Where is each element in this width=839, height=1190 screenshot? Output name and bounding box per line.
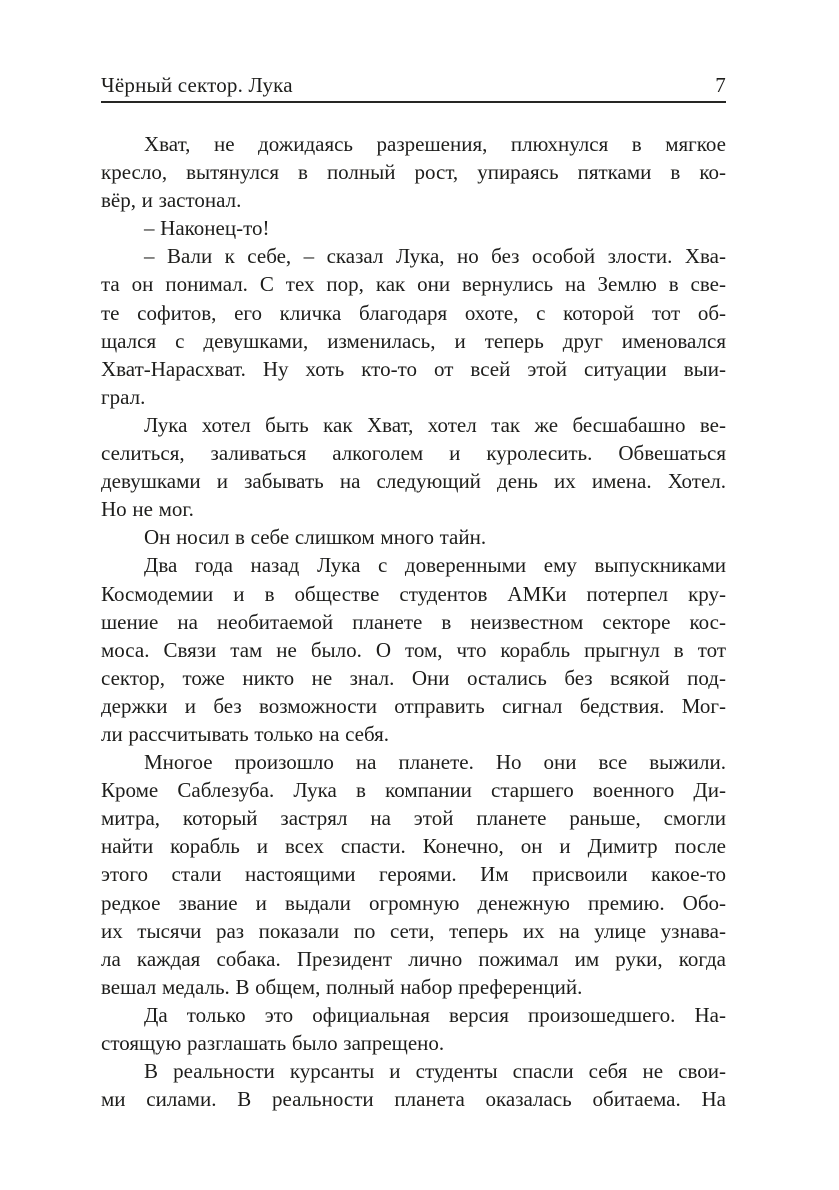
paragraph [101,1057,726,1113]
text-line: шение на необитаемой планете в неизвестном секторе кос- [101,609,726,634]
text-line: кресло, вытянулся в полный рост, упираясь пятками в ко- [101,160,726,185]
text-line: Но не мог. [101,497,194,522]
text-line: Многое произошло на планете. Но они все выжили. [144,750,726,775]
text-line: их тысячи раз показали по сети, теперь их на улице узнава- [101,918,726,943]
running-header [101,72,726,103]
text-line: найти корабль и всех спасти. Конечно, он и Димитр после [101,834,726,859]
paragraph [101,523,726,551]
text-line: держки и без возможности отправить сигнал бедствия. Мог- [101,693,726,718]
text-line: те софитов, его кличка благодаря охоте, с которой тот об- [101,300,726,325]
text-line: Он носил в себе слишком много тайн. [144,525,487,550]
text-line: девушками и забывать на следующий день их имена. Хотел. [101,469,726,494]
text-line: щался с девушками, изменилась, и теперь друг именовался [101,328,726,353]
text-line: Хват, не дожидаясь разрешения, плюхнулся в мягкое [144,132,726,156]
paragraph [101,214,726,242]
text-line: моса. Связи там не было. О том, что корабль прыгнул в тот [101,637,726,662]
text-line: – Вали к себе, – сказал Лука, но без особой злости. Хва- [144,244,726,269]
text-line: ла каждая собака. Президент лично пожимал им руки, когда [101,946,726,971]
text-line: этого стали настоящими героями. Им присвоили какое-то [101,862,726,887]
paragraph [101,242,726,411]
paragraph [101,748,726,1001]
text-line: В реальности курсанты и студенты спасли себя не свои- [144,1059,726,1084]
paragraph [101,411,726,523]
text-line: Кроме Саблезуба. Лука в компании старшего военного Ди- [101,778,726,803]
text-line: Да только это официальная версия произошедшего. На- [144,1002,726,1027]
text-line: селиться, заливаться алкоголем и куролесить. Обвешаться [101,441,726,466]
text-line: Хват-Нарасхват. Ну хоть кто-то от всей этой ситуации выи- [101,356,726,381]
text-line: Лука хотел быть как Хват, хотел так же бесшабашно ве- [144,412,726,437]
text-line: Два года назад Лука с доверенными ему выпускниками [144,553,726,578]
text-line: – Наконец-то! [144,216,270,241]
text-line: Космодемии и в обществе студентов АМКи потерпел кру- [101,581,726,606]
text-line: вешал медаль. В общем, полный набор преференций. [101,974,583,999]
text-line: та он понимал. С тех пор, как они вернулись на Землю в све- [101,272,726,297]
paragraph [101,1001,726,1057]
text-line: митра, который застрял на этой планете раньше, смогли [101,806,726,831]
running-header-title: Чёрный сектор. Лука [101,73,293,97]
body-text [101,130,726,1113]
paragraph [101,551,726,748]
text-line: стоящую разглашать было запрещено. [101,1031,445,1055]
text-line: грал. [101,384,146,409]
text-line: редкое звание и выдали огромную денежную премию. Обо- [101,890,726,915]
paragraph [101,130,726,214]
text-line: ми силами. В реальности планета оказалась обитаема. На [101,1087,726,1112]
text-line: вёр, и застонал. [101,188,242,213]
text-line: сектор, тоже никто не знал. Они остались без всякой под- [101,665,726,690]
page-number: 7 [715,73,726,97]
text-line: ли рассчитывать только на себя. [101,721,390,746]
